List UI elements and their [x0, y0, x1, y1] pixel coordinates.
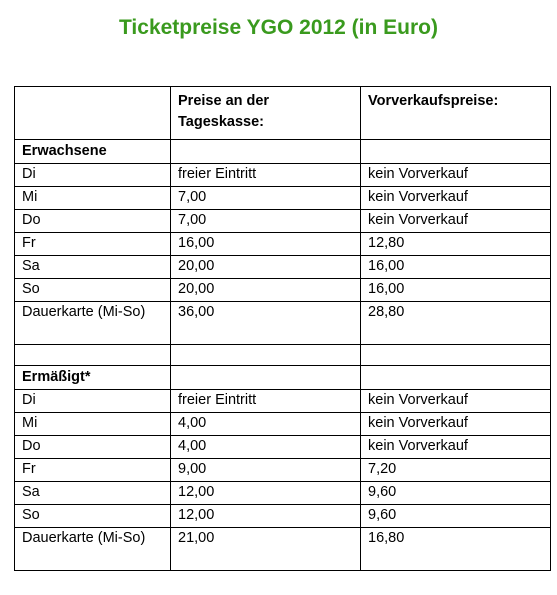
box-office-price-cell: 36,00	[171, 302, 361, 345]
box-office-price-cell: 16,00	[171, 233, 361, 256]
presale-price-cell: 9,60	[361, 505, 551, 528]
presale-price-cell: 16,00	[361, 279, 551, 302]
table-row	[15, 459, 551, 482]
presale-price-cell: kein Vorverkauf	[361, 436, 551, 459]
day-cell: Mi	[15, 413, 171, 436]
table-header-row	[15, 87, 551, 140]
empty-cell	[171, 140, 361, 164]
header-cell-empty	[15, 87, 171, 140]
table-row	[15, 233, 551, 256]
presale-price-cell: kein Vorverkauf	[361, 187, 551, 210]
box-office-price-cell: 20,00	[171, 256, 361, 279]
presale-price-cell: 7,20	[361, 459, 551, 482]
day-cell: Mi	[15, 187, 171, 210]
presale-price-cell: 9,60	[361, 482, 551, 505]
day-cell: Di	[15, 390, 171, 413]
day-cell: So	[15, 279, 171, 302]
section-row-adults	[15, 140, 551, 164]
day-cell: Sa	[15, 256, 171, 279]
box-office-price-cell: 21,00	[171, 528, 361, 571]
box-office-price-cell: 12,00	[171, 482, 361, 505]
day-cell: Do	[15, 436, 171, 459]
presale-price-cell: 16,80	[361, 528, 551, 571]
day-cell: Sa	[15, 482, 171, 505]
day-cell: Do	[15, 210, 171, 233]
table-row	[15, 256, 551, 279]
page-title: Ticketpreise YGO 2012 (in Euro)	[118, 16, 439, 39]
table-row	[15, 164, 551, 187]
table-row	[15, 390, 551, 413]
table-row	[15, 279, 551, 302]
empty-cell	[171, 345, 361, 366]
box-office-price-cell: 9,00	[171, 459, 361, 482]
presale-price-cell: kein Vorverkauf	[361, 164, 551, 187]
empty-cell	[361, 140, 551, 164]
spacer-row	[15, 345, 551, 366]
empty-cell	[361, 366, 551, 390]
day-cell: Fr	[15, 233, 171, 256]
presale-price-cell: 28,80	[361, 302, 551, 345]
presale-price-cell: 12,80	[361, 233, 551, 256]
price-table	[14, 86, 551, 571]
section-row-reduced	[15, 366, 551, 390]
day-cell: Di	[15, 164, 171, 187]
presale-price-cell: 16,00	[361, 256, 551, 279]
empty-cell	[361, 345, 551, 366]
table-row	[15, 413, 551, 436]
day-cell: So	[15, 505, 171, 528]
box-office-price-cell: 12,00	[171, 505, 361, 528]
table-row	[15, 210, 551, 233]
box-office-price-cell: 7,00	[171, 187, 361, 210]
empty-cell	[171, 366, 361, 390]
presale-price-cell: kein Vorverkauf	[361, 390, 551, 413]
header-cell-presale: Vorverkaufspreise:	[361, 87, 551, 140]
box-office-price-cell: freier Eintritt	[171, 164, 361, 187]
section-label: Ermäßigt*	[15, 366, 171, 390]
table-row	[15, 436, 551, 459]
empty-cell	[15, 345, 171, 366]
table-row	[15, 528, 551, 571]
day-cell: Fr	[15, 459, 171, 482]
table-row	[15, 482, 551, 505]
section-label: Erwachsene	[15, 140, 171, 164]
day-cell: Dauerkarte (Mi-So)	[15, 302, 171, 345]
day-cell: Dauerkarte (Mi-So)	[15, 528, 171, 571]
table-row	[15, 505, 551, 528]
box-office-price-cell: 20,00	[171, 279, 361, 302]
box-office-price-cell: 4,00	[171, 413, 361, 436]
table-row	[15, 302, 551, 345]
presale-price-cell: kein Vorverkauf	[361, 210, 551, 233]
table-row	[15, 187, 551, 210]
header-cell-box-office: Preise an der Tageskasse:	[171, 87, 361, 140]
presale-price-cell: kein Vorverkauf	[361, 413, 551, 436]
box-office-price-cell: 7,00	[171, 210, 361, 233]
box-office-price-cell: 4,00	[171, 436, 361, 459]
box-office-price-cell: freier Eintritt	[171, 390, 361, 413]
